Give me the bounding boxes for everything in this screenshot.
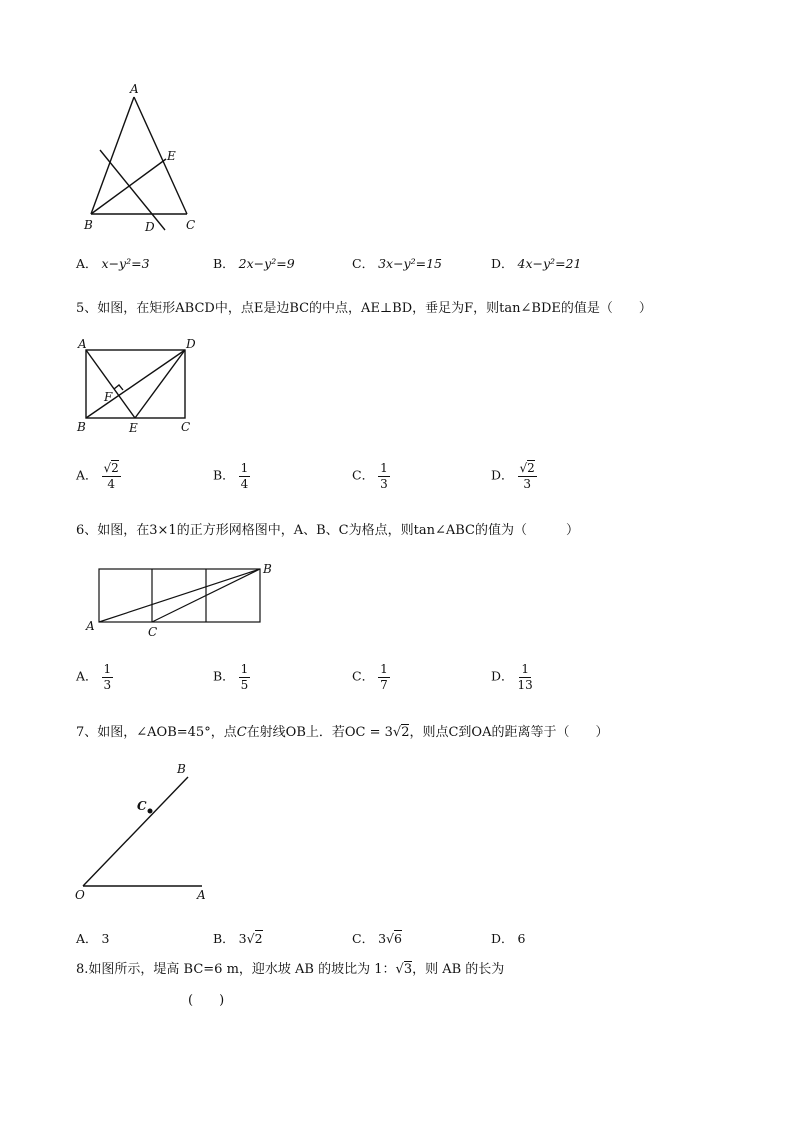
q7-option-d-body: 6 — [517, 931, 526, 946]
q4-label-d: D — [145, 220, 155, 234]
q4-option-b-prefix: B． — [213, 256, 235, 271]
q4-option-a-prefix: A． — [76, 256, 98, 271]
q7-option-c-prefix: C． — [352, 931, 375, 946]
q7-option-c[interactable]: C． 3√6 — [352, 931, 402, 946]
q6-option-c-prefix: C． — [352, 668, 375, 684]
q6-option-d-denominator: 13 — [517, 677, 533, 692]
q4-option-c-body: 3x−y²=15 — [378, 256, 442, 271]
q5-label-e: E — [129, 421, 138, 435]
q4-segment-be — [91, 159, 166, 214]
q4-option-a-body: x−y²=3 — [101, 256, 150, 271]
q6-option-a[interactable] — [76, 663, 113, 691]
q7-option-c-radicand: 6 — [393, 931, 402, 946]
q8-text-part-1: 8.如图所示，堤高 BC=6 m，迎水坡 AB 的坡比为 1： — [76, 962, 396, 977]
q6-option-a-prefix: A． — [76, 668, 98, 684]
q5-option-a-denominator: 4 — [107, 476, 115, 491]
q4-option-c[interactable] — [352, 254, 442, 272]
q7-text-point-c: C — [236, 725, 247, 740]
q5-option-d[interactable] — [491, 462, 537, 490]
q4-option-a[interactable] — [76, 254, 150, 272]
q6-label-c: C — [148, 625, 158, 639]
q4-option-b-body: 2x−y²=9 — [238, 256, 295, 271]
q4-option-d[interactable] — [491, 254, 581, 272]
q5-option-c-prefix: C． — [352, 467, 375, 483]
q5-option-b-prefix: B． — [213, 467, 235, 483]
q5-option-b[interactable] — [213, 462, 250, 490]
q8-question-text: 8.如图所示，堤高 BC=6 m，迎水坡 AB 的坡比为 1：√3，则 AB 的长为 — [76, 962, 505, 977]
q7-option-d-prefix: D． — [491, 931, 514, 946]
q6-label-a: A — [86, 619, 95, 633]
q5-label-a: A — [78, 337, 87, 351]
q6-option-d-fraction — [518, 663, 533, 691]
q4-option-d-prefix: D． — [491, 256, 514, 271]
q5-label-d: D — [186, 337, 196, 351]
q7-text-part-3: ，则点C到OA的距离等于（ ） — [409, 725, 609, 740]
q5-option-b-denominator: 4 — [240, 476, 249, 491]
q6-option-b[interactable] — [213, 663, 250, 691]
q4-label-b: B — [84, 218, 93, 232]
q7-question-text: 7、如图，∠AOB=45°，点C在射线OB上．若OC = 3√2，则点C到OA的距离等于（ ） — [76, 725, 609, 740]
q6-option-b-fraction — [239, 663, 251, 691]
q5-option-a[interactable] — [76, 462, 121, 490]
q6-option-a-denominator: 3 — [103, 677, 112, 692]
q5-option-a-prefix: A． — [76, 467, 98, 483]
q5-option-c[interactable] — [352, 462, 390, 490]
q6-option-b-prefix: B． — [213, 668, 235, 684]
q6-option-d-numerator: 1 — [521, 662, 529, 676]
q5-question-text: 5、如图，在矩形ABCD中，点E是边BC的中点，AE⊥BD，垂足为F，则tan∠BDE的值是（ ） — [76, 301, 652, 316]
q6-option-d[interactable] — [491, 663, 533, 691]
q6-segment-ab — [99, 569, 260, 622]
q8-text-part-2: ，则 AB 的长为 — [412, 962, 505, 977]
q4-option-d-body: 4x−y²=21 — [517, 256, 582, 271]
q7-label-c: C — [137, 799, 147, 813]
q7-option-b[interactable]: B． 3√2 — [213, 931, 263, 946]
q6-option-c-numerator: 1 — [380, 662, 388, 676]
q5-segment-ae — [86, 350, 135, 418]
q7-option-b-prefix: B． — [213, 931, 235, 946]
q7-option-a-body: 3 — [101, 931, 110, 946]
q7-option-b-coef: 3 — [238, 931, 247, 946]
q7-label-a: A — [197, 888, 206, 902]
q6-option-b-denominator: 5 — [240, 677, 249, 692]
q5-option-a-radicand: 2 — [111, 461, 119, 475]
q6-label-b: B — [263, 562, 272, 576]
q7-option-c-coef: 3 — [378, 931, 387, 946]
q6-option-b-numerator: 1 — [240, 662, 249, 676]
q5-option-d-denominator: 3 — [523, 476, 531, 491]
q8-answer-paren: ( ) — [188, 993, 225, 1008]
q4-option-c-prefix: C． — [352, 256, 375, 271]
q5-right-angle-mark — [114, 385, 123, 390]
q4-side-ac — [134, 97, 187, 214]
q5-label-f: F — [104, 390, 113, 404]
q6-option-c-denominator: 7 — [380, 677, 388, 692]
q7-option-b-radicand: 2 — [254, 931, 263, 946]
q7-text-part-2: 在射线OB上．若OC = 3 — [246, 725, 393, 740]
q4-side-ab — [91, 97, 134, 214]
q5-option-c-denominator: 3 — [380, 476, 388, 491]
q5-label-c: C — [181, 420, 191, 434]
q7-option-a[interactable] — [76, 929, 109, 947]
q7-text-radicand: 2 — [401, 725, 410, 740]
q4-label-c: C — [186, 218, 196, 232]
q5-option-c-numerator: 1 — [380, 461, 388, 475]
q5-segment-de — [135, 350, 185, 418]
q7-label-o: O — [75, 888, 85, 902]
q7-ray-ob — [83, 777, 188, 886]
q6-option-d-prefix: D． — [491, 668, 514, 684]
q6-option-c[interactable] — [352, 663, 390, 691]
q7-label-b: B — [177, 762, 186, 776]
q7-option-a-prefix: A． — [76, 931, 98, 946]
q5-option-b-fraction — [239, 462, 251, 490]
q4-label-a: A — [130, 82, 139, 96]
q6-option-c-fraction — [378, 663, 390, 691]
q6-option-a-numerator: 1 — [103, 662, 112, 676]
q5-label-b: B — [77, 420, 86, 434]
q7-option-d[interactable] — [491, 929, 525, 947]
q8-text-radicand: 3 — [403, 962, 413, 977]
q4-option-b[interactable] — [213, 254, 295, 272]
q6-question-text: 6、如图，在3×1的正方形网格图中，A、B、C为格点，则tan∠ABC的值为（ ） — [76, 523, 579, 538]
q5-option-c-fraction — [378, 462, 390, 490]
q7-text-part-1: 7、如图，∠AOB=45°，点 — [76, 725, 237, 740]
q5-option-d-prefix: D． — [491, 467, 514, 483]
q6-option-a-fraction — [102, 663, 114, 691]
q5-option-b-numerator: 1 — [240, 461, 249, 475]
q5-option-d-radicand: 2 — [527, 461, 535, 475]
q7-point-c — [148, 809, 153, 814]
q5-option-a-fraction: $\frac{√2}{4}$ — [103, 461, 119, 491]
q5-diagonal-bd — [86, 350, 185, 418]
q5-option-d-fraction: $\frac{√2}{3}$ — [519, 461, 535, 491]
q4-label-e: E — [167, 149, 176, 163]
q4-line-through-d — [100, 150, 165, 230]
